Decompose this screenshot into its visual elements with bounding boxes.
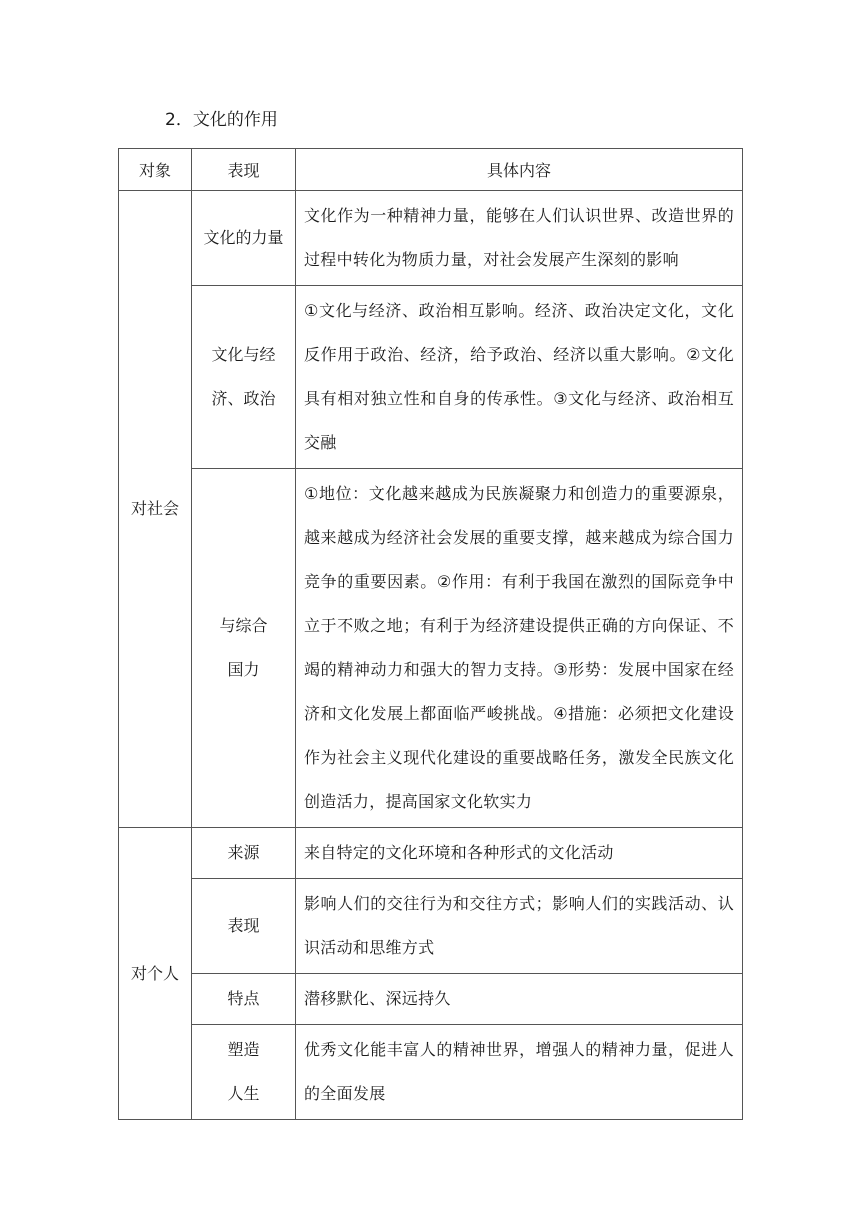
header-aspect: 表现: [192, 149, 296, 191]
table-row: [119, 1025, 743, 1120]
target-cell-individual: 对个人: [119, 828, 192, 1120]
aspect-cell: 来源: [192, 828, 296, 879]
content-text: 潜移默化、深远持久: [304, 989, 451, 1008]
content-text: 文化作为一种精神力量，能够在人们认识世界、改造世界的过程中转化为物质力量，对社会发展产生深刻的影响: [304, 206, 734, 269]
content-cell: [296, 191, 743, 286]
aspect-cell: [192, 286, 296, 469]
table-row: [119, 828, 743, 879]
table-header-row: [119, 149, 743, 191]
content-text: 来自特定的文化环境和各种形式的文化活动: [304, 843, 614, 862]
table-row: [119, 469, 743, 828]
aspect-cell: 表现: [192, 879, 296, 974]
culture-role-table: [118, 148, 743, 1120]
aspect-cell: [192, 469, 296, 828]
content-text: 优秀文化能丰富人的精神世界，增强人的精神力量，促进人的全面发展: [304, 1040, 734, 1103]
content-text: ①地位：文化越来越成为民族凝聚力和创造力的重要源泉，越来越成为经济社会发展的重要支撑，越来越成为综合国力竞争的重要因素。②作用：有利于我国在激烈的国际竞争中立于不败之地；有利于为经济建设提供正确的方向保证、不竭的精神动力和强大的智力支持。③形势：发展中国家在经济和文化发展上都面临严峻挑战。④措施：必须把文化建设作为社会主义现代化建设的重要战略任务，激发全民族文化创造活力，提高国家文化软实力: [304, 484, 734, 811]
content-cell: [296, 974, 743, 1025]
content-text: 影响人们的交往行为和交往方式；影响人们的实践活动、认识活动和思维方式: [304, 894, 734, 957]
section-heading: 2．文化的作用: [165, 110, 278, 130]
aspect-cell: 文化的力量: [192, 191, 296, 286]
aspect-text: 与综合国力: [219, 616, 268, 679]
aspect-cell: [192, 1025, 296, 1120]
header-target: 对象: [119, 149, 192, 191]
table-row: [119, 974, 743, 1025]
content-cell: [296, 828, 743, 879]
aspect-text: 塑造人生: [227, 1040, 260, 1103]
content-cell: [296, 1025, 743, 1120]
content-cell: [296, 286, 743, 469]
header-content: 具体内容: [296, 149, 743, 191]
aspect-cell: 特点: [192, 974, 296, 1025]
content-cell: [296, 879, 743, 974]
content-cell: [296, 469, 743, 828]
target-cell-society: 对社会: [119, 191, 192, 828]
table-row: [119, 191, 743, 286]
aspect-text: 文化与经济、政治: [211, 345, 276, 408]
content-text: ①文化与经济、政治相互影响。经济、政治决定文化，文化反作用于政治、经济，给予政治、经济以重大影响。②文化具有相对独立性和自身的传承性。③文化与经济、政治相互交融: [304, 301, 734, 452]
table-row: [119, 286, 743, 469]
table-row: [119, 879, 743, 974]
